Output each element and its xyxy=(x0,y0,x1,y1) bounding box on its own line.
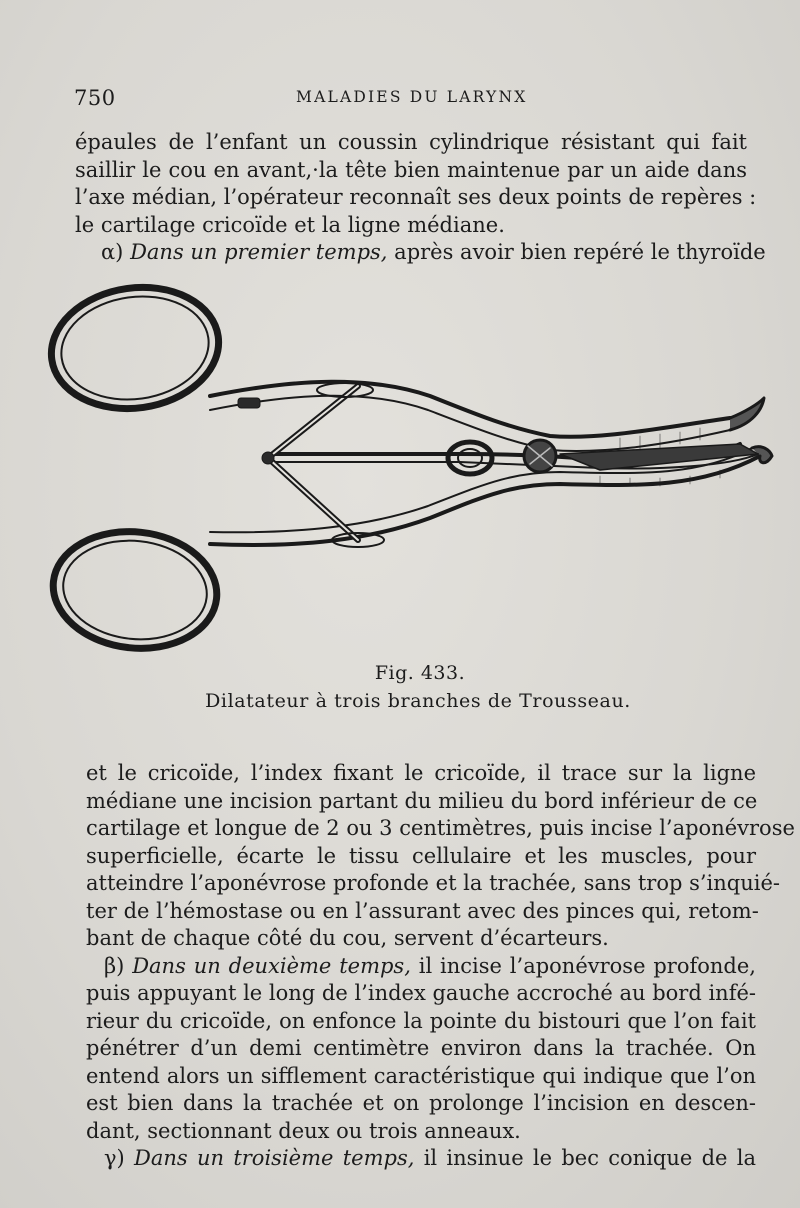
figure-caption: Dilatateur à trois branches de Trousseau. xyxy=(205,690,631,712)
text-line: saillir le cou en avant,·la tête bien maintenue par un aide dans xyxy=(75,157,747,182)
text-line: est bien dans la trachée et on prolonge l’incision en descen- xyxy=(86,1091,756,1115)
step-gamma-line xyxy=(86,1145,756,1173)
text-line: épaules de l’enfant un coussin cylindrique résistant qui fait xyxy=(75,130,747,154)
step-text: après avoir bien repéré le thyroïde xyxy=(394,240,766,264)
step-marker: α) xyxy=(101,240,124,264)
lower-ring xyxy=(47,524,222,657)
text-block-bottom xyxy=(86,760,795,1173)
step-text: il incise l’aponévrose profonde, xyxy=(418,953,756,978)
step-text: il insinue le bec conique de la xyxy=(423,1146,756,1170)
step-marker: β) xyxy=(104,953,125,978)
text-line: rieur du cricoïde, on enfonce la pointe du bistouri que l’on fait xyxy=(86,1008,756,1033)
text-line: puis appuyant le long de l’index gauche accroché au bord infé- xyxy=(86,981,756,1005)
text-block-top xyxy=(75,129,766,267)
page-number: 750 xyxy=(74,86,116,110)
trousseau-dilator-illustration xyxy=(40,278,780,658)
text-line: entend alors un sifflement caractéristique qui indique que l’on xyxy=(86,1063,756,1088)
text-line: ter de l’hémostase ou en l’assurant avec des pinces qui, retom- xyxy=(86,898,759,923)
text-line: l’axe médian, l’opérateur reconnaît ses deux points de repères : xyxy=(75,185,757,209)
step-alpha-line xyxy=(75,239,766,267)
step-title: Dans un troisième temps, xyxy=(134,1146,415,1170)
step-title: Dans un premier temps, xyxy=(130,240,388,264)
text-line: bant de chaque côté du cou, servent d’écarteurs. xyxy=(86,926,609,950)
upper-ring xyxy=(43,278,226,419)
step-title: Dans un deuxième temps, xyxy=(132,953,411,978)
text-line: le cartilage cricoïde et la ligne médiane. xyxy=(75,212,505,237)
text-line: et le cricoïde, l’index fixant le cricoïde, il trace sur la ligne xyxy=(86,761,756,785)
text-line: dant, sectionnant deux ou trois anneaux. xyxy=(86,1118,521,1143)
step-marker: γ) xyxy=(104,1146,125,1170)
text-line: atteindre l’aponévrose profonde et la trachée, sans trop s’inquié- xyxy=(86,871,780,895)
text-line: superficielle, écarte le tissu cellulaire et les muscles, pour xyxy=(86,843,756,868)
figure-number: Fig. 433. xyxy=(374,662,466,684)
central-blade xyxy=(270,444,758,470)
step-beta-line xyxy=(86,953,756,981)
running-head: MALADIES DU LARYNX xyxy=(296,88,528,106)
text-line: cartilage et longue de 2 ou 3 centimètres, puis incise l’aponévrose xyxy=(86,816,795,840)
text-line: médiane une incision partant du milieu du bord inférieur de ce xyxy=(86,788,758,813)
text-line: pénétrer d’un demi centimètre environ dans la trachée. On xyxy=(86,1036,756,1060)
